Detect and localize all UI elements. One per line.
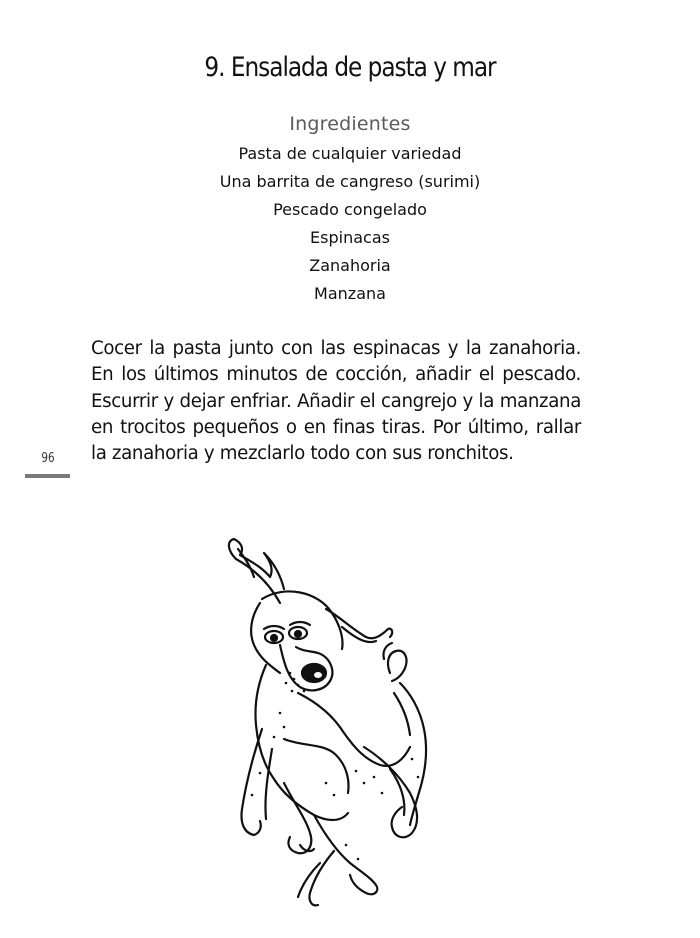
page-number-rule [25,474,70,478]
ingredient-item: Pasta de cualquier variedad [238,144,462,163]
dog-ear-right [326,609,392,638]
dog-illustration [214,533,450,921]
ingredient-item: Espinacas [310,228,390,247]
page-number: 96 [41,451,55,466]
ingredient-item: Una barrita de cangreso (surimi) [219,172,481,191]
dog-hind-paw [314,815,377,894]
ingredient-item: Pescado congelado [273,200,427,219]
instructions-paragraph: Cocer la pasta junto con las espinacas y la zanahoria. En los últimos minutos de cocción, añadir el pescado. Escurrir y dejar enfriar. Añadir el cangrejo y la manzana en trocitos pequeños o en finas tiras. Por último, rallar la zanahoria y mezclarlo todo con sus ronchitos. [91,338,581,465]
recipe-title: 9. Ensalada de pasta y mar [204,52,496,83]
ingredient-list [0,141,700,309]
ingredients-heading: Ingredientes [289,113,411,135]
ingredient-item: Manzana [314,284,386,303]
ingredient-item: Zanahoria [309,256,391,275]
dog-nose [302,664,326,682]
dog-front-leg-right [284,783,311,853]
